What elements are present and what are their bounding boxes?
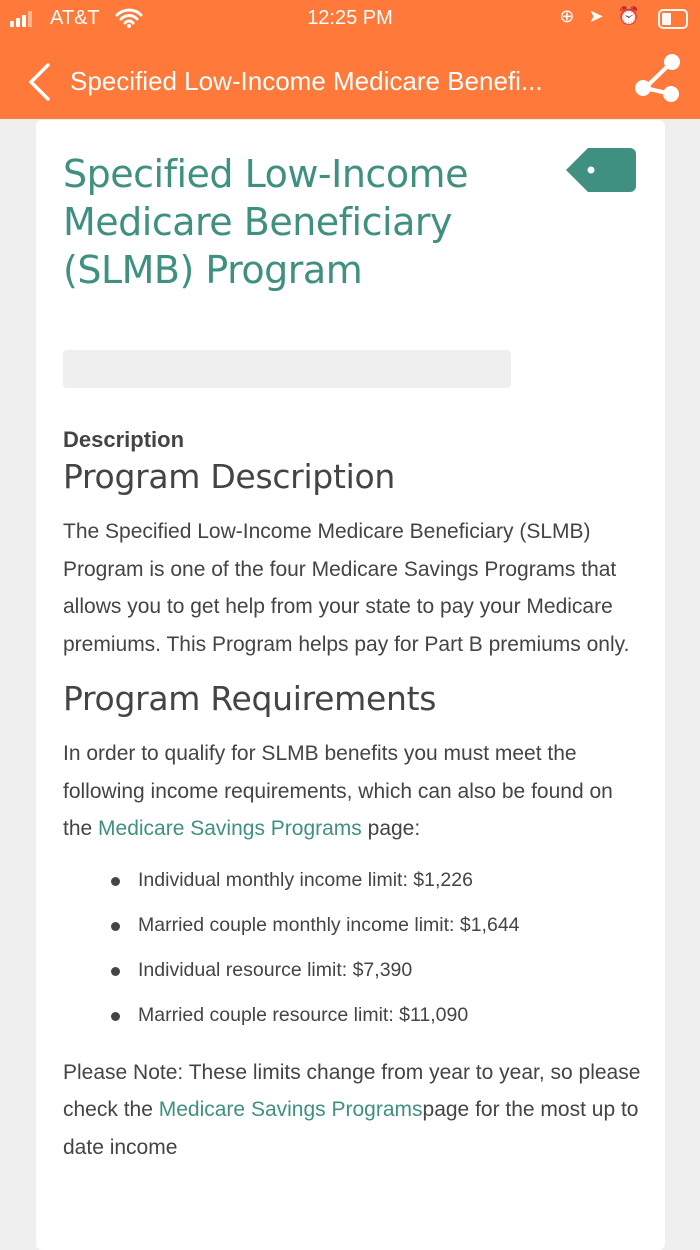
rotation-lock-icon: ⊕ — [559, 6, 575, 26]
list-item: Individual resource limit: $7,390 — [111, 948, 643, 993]
alarm-icon: ⏰ — [617, 6, 640, 26]
list-item: Married couple monthly income limit: $1,644 — [111, 903, 643, 948]
page-title: Specified Low-Income Medicare Beneficiary (SLMB) Program — [63, 152, 468, 292]
list-item: Married couple resource limit: $11,090 — [111, 993, 643, 1038]
article-card — [36, 120, 665, 1250]
placeholder-bar — [63, 350, 511, 388]
medicare-savings-link[interactable]: Medicare Savings Programs — [98, 817, 362, 840]
note-start: Please Note: These limits change from year to year, so please check the — [63, 1060, 641, 1121]
nav-title: Specified Low-Income Medicare Benefi... — [70, 66, 543, 96]
location-icon: ➤ — [588, 6, 604, 26]
clock: 12:25 PM — [307, 7, 393, 29]
requirements-intro — [63, 735, 643, 848]
intro-text-end: page: — [361, 817, 421, 840]
medicare-savings-link-2[interactable]: Medicare Savings Programs — [158, 1098, 423, 1121]
description-text: The Specified Low-Income Medicare Beneficiary (SLMB) Program is one of the four Medicare Savings Programs that allows you to get help from your state to pay your Medicare premiums. This Program helps pay for Part B premiums only. — [63, 520, 630, 656]
list-item: Individual monthly income limit: $1,226 — [111, 858, 643, 903]
program-requirements-heading: Program Requirements — [63, 679, 437, 718]
tag-icon[interactable] — [564, 146, 638, 194]
header — [0, 0, 700, 119]
share-icon[interactable] — [632, 50, 682, 106]
back-icon[interactable] — [26, 62, 56, 102]
program-description-heading: Program Description — [63, 457, 395, 496]
carrier: AT&T — [50, 7, 100, 29]
note-end: page for the most up to date income — [63, 1098, 639, 1159]
nav-bar — [0, 38, 700, 119]
section-label: Description — [63, 427, 185, 452]
note-text — [63, 1054, 643, 1167]
status-bar — [0, 0, 700, 38]
battery-icon — [658, 9, 688, 29]
limits-list — [63, 858, 643, 1038]
intro-text: In order to qualify for SLMB benefits you must meet the following income requirements, which can also be found on the — [63, 742, 613, 840]
